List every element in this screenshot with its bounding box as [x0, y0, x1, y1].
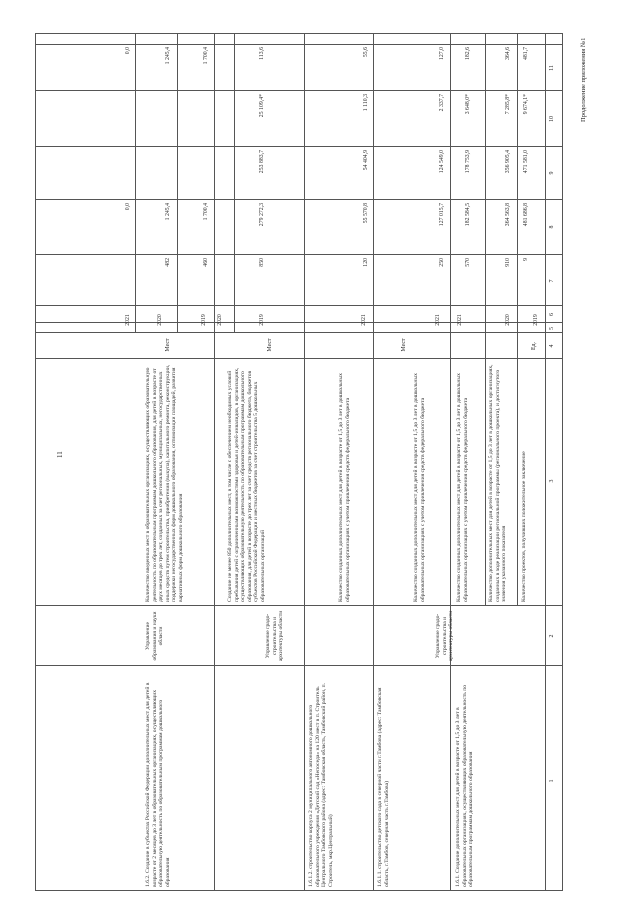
activity-1-6-2: 1.6.2. Создание в субъектах Российской Федерации дополнительных мест для детей в возрасте от 2 месяцев до 3 лет в образовательных организациях, осуществляющих образовательную деятельность по образовательным программам дошкольного образования [145, 682, 171, 887]
col-header-3: 3 [549, 479, 555, 483]
g5r1-c7: 1 700,4 [203, 203, 209, 221]
g1r3-c6: 570 [465, 258, 471, 267]
g4-c6: 850 [259, 258, 265, 267]
year-2021-g2: 2021 [435, 314, 441, 326]
g4-c9: 25 109,4* [259, 94, 265, 118]
g5r1-c6: 460 [203, 258, 209, 267]
g4-c7: 279 272,3 [259, 203, 265, 227]
col-header-8: 8 [549, 225, 555, 229]
g5r2-c6: 482 [165, 258, 171, 267]
g1r2-c8: 356 905,4 [505, 150, 511, 174]
indicator-places-region: Количество дополнительных мест для детей в возрасте от 1,5 до 3 лет в дошкольных организациях, созданных в ходе реализации региональной программы (регионального проекта), и достигнутого значения указанного показателя [488, 364, 508, 602]
g1r1-c9: 9 674,1* [523, 94, 529, 115]
col-header-9: 9 [549, 171, 555, 175]
col-header-1: 1 [549, 779, 555, 783]
year-2021-g3: 2021 [361, 314, 367, 326]
year-2020-g4: 2020 [217, 314, 223, 326]
unit-mest-g2: Мест [401, 338, 407, 352]
g5r1-c10: 1 700,4 [203, 47, 209, 65]
year-2019-g1: 2019 [533, 314, 539, 326]
g3-c6: 120 [363, 258, 369, 267]
g2-c6: 250 [439, 258, 445, 267]
g4-c8: 253 883,7 [259, 150, 265, 174]
executor-arch-2: Управление градо-строительства и архитектуры области [265, 610, 285, 662]
g3-c8: 54 404,9 [363, 150, 369, 171]
indicator-g4: Создание не менее 850 дополнительных мест, в том числе с обеспечением необходимых условий пребывания детей с ограниченными возможностями здоровья и детей-инвалидов, в организациях, осуществляющих образовательную деятельность по образовательным программам дошкольного образования, для детей в возрасте до трех лет за счет средств регионального бюджета, бюджетов субъектов Российской Федерации и местных бюджетов за счет строительства 5 дошкольных образовательных организаций [227, 367, 266, 602]
g1r3-c7: 182 584,5 [465, 203, 471, 227]
g1r2-c7: 364 563,8 [505, 203, 511, 227]
year-2019-g4: 2019 [259, 314, 265, 326]
page-number: 11 [56, 451, 64, 458]
g1r2-c9: 7 285,8* [505, 94, 511, 115]
col-header-10: 10 [549, 116, 555, 122]
col-header-5: 5 [549, 327, 555, 330]
indicator-g2: Количество созданных дополнительных мест для детей в возрасте от 1,5 до 3 лет в дошкольных образовательных организациях с учетом привлечения средств федерального бюджета [413, 373, 426, 602]
year-2021-g1: 2021 [457, 314, 463, 326]
year-2019-g5: 2019 [201, 314, 207, 326]
g3-c9: 1 110,3 [363, 94, 369, 112]
g3-c7: 55 570,8 [363, 203, 369, 224]
indicator-g5: Количество введенных мест в образовательных организациях, осуществляющих образовательную деятельность по образовательным программам дошкольного образования, для детей в возрасте от двух месяцев до трех лет, созданных за счет региональных, муниципальных, негосударственных иных средств путем строительства, приобретения (выкупа), капитального ремонта, реконструкции, поддержки негосударственных форм дошкольного образования, оптимизации площадей, развития вариативных форм дошкольного образования [145, 364, 184, 602]
col-header-6: 6 [549, 313, 555, 316]
col-header-2: 2 [549, 634, 555, 638]
g1r2-c11: 364,6 [505, 47, 511, 61]
unit-mest-g4: Мест [267, 338, 273, 352]
indicator-g3: Количество созданных дополнительных мест для детей в возрасте от 1,5 до 3 лет в дошкольных образовательных организациях с учетом привлечения средств федерального бюджета [338, 373, 351, 602]
indicator-places-federal: Количество созданных дополнительных мест для детей в возрасте от 1,5 до 3 лет в дошкольных образовательных организациях с учетом привлечения средств федерального бюджета [456, 373, 469, 602]
g1r3-c11: 182,6 [465, 47, 471, 61]
indicator-projects: Количество проектов, получивших положительное заключение [521, 451, 527, 602]
g3-c11: 55,6 [363, 47, 369, 58]
unit-ed: Ед. [531, 342, 537, 350]
g2-c11: 127,0 [439, 47, 445, 61]
g1r1-c7: 481 686,8 [523, 203, 529, 227]
g2-c7: 127 015,7 [439, 203, 445, 227]
g1r1-c8: 471 581,0 [523, 150, 529, 174]
col-header-4: 4 [549, 344, 555, 348]
g1r1-c11: 481,7 [523, 47, 529, 61]
activity-1-6-1-2: 1.6.1.2. строительство корпуса 2 муниципального автономного дошкольного образовательного учреждения «Детский сад «Непоседа» на 120 мест в п. Строитель Центрального Тамбовского района (адрес: Тамбовская область, Тамбовский район, п. Строитель, мкр.Центральный) [308, 682, 334, 887]
year-2021-g5: 2021 [125, 314, 131, 326]
year-2020-g1: 2020 [505, 314, 511, 326]
executor-arch: Управление градо-строительства и архитектуры области [435, 610, 455, 662]
activity-1-6-1: 1.6.1. Создание дополнительных мест для детей в возрасте от 1,5 до 3 лет в образовательных организациях, осуществляющих образовательную деятельность по образовательным программам дошкольного образования [455, 684, 475, 887]
data-table [35, 33, 563, 891]
g4-c11: 113,6 [259, 47, 265, 60]
g5r3-c10: 0,0 [125, 47, 131, 55]
g5r2-c10: 1 245,4 [165, 47, 171, 65]
col-header-7: 7 [549, 279, 555, 283]
g2-c8: 124 549,0 [439, 150, 445, 174]
g1r1-c6: 9 [523, 258, 529, 261]
g1r3-c8: 178 753,9 [465, 150, 471, 174]
year-2020-g5: 2020 [157, 314, 163, 326]
unit-mest-g5: Мест [165, 338, 171, 352]
continuation-label: Продолжение приложения №1 [580, 37, 587, 122]
activity-1-6-1-1: 1.6.1.1. строительство детского сада в северной части г.Тамбова (адрес: Тамбовская область, г.Тамбов, северная часть г.Тамбова) [377, 687, 390, 887]
g5r3-c7: 0,0 [125, 203, 131, 211]
g5r2-c7: 1 245,4 [165, 203, 171, 221]
g2-c9: 2 337,7 [439, 94, 445, 112]
col-header-11: 11 [549, 65, 555, 71]
executor-education: Управление образования и науки области [145, 611, 165, 661]
g1r2-c6: 910 [505, 258, 511, 267]
g1r3-c9: 3 648,0* [465, 94, 471, 115]
